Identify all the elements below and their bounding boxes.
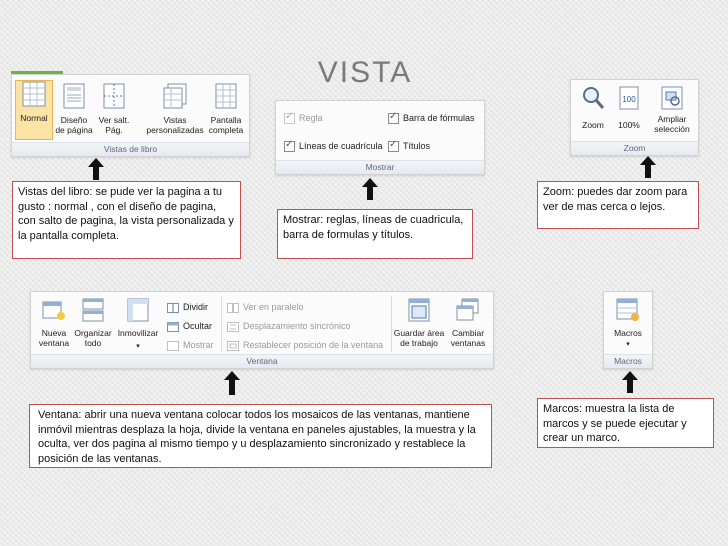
full-screen-icon bbox=[215, 83, 237, 109]
new-window-icon bbox=[42, 298, 66, 322]
arrow-up-icon bbox=[88, 158, 104, 180]
hide-button[interactable] bbox=[167, 321, 212, 332]
switch-windows-icon bbox=[456, 298, 480, 322]
macros-button[interactable] bbox=[606, 298, 650, 350]
zoom-100-button[interactable] bbox=[613, 86, 645, 130]
save-workspace-icon bbox=[408, 298, 430, 322]
zoom-selection-icon bbox=[661, 86, 683, 110]
arrange-all-button[interactable] bbox=[73, 298, 113, 348]
arrow-up-icon bbox=[224, 371, 240, 395]
svg-text:100: 100 bbox=[622, 95, 636, 104]
page-layout-label: Diseño de página bbox=[55, 115, 93, 135]
zoom-selection-label: Ampliar selección bbox=[654, 114, 690, 134]
page-break-label: Ver salt. Pág. bbox=[98, 115, 130, 135]
freeze-panes-icon bbox=[127, 298, 149, 322]
unhide-label: Mostrar bbox=[183, 340, 214, 350]
normal-label: Normal bbox=[20, 113, 48, 123]
unhide-icon bbox=[167, 341, 179, 351]
page-break-icon bbox=[103, 83, 125, 109]
chevron-down-icon: ▾ bbox=[626, 341, 630, 348]
arrange-all-icon bbox=[82, 298, 104, 322]
ribbon-mostrar bbox=[275, 100, 485, 175]
hide-label: Ocultar bbox=[183, 321, 213, 331]
split-icon bbox=[167, 303, 179, 313]
gridlines-label: Líneas de cuadrícula bbox=[299, 141, 383, 151]
new-window-label: Nueva ventana bbox=[38, 328, 70, 348]
zoom-description: Zoom: puedes dar zoom para ver de mas cerca o lejos. bbox=[537, 181, 699, 229]
sync-scroll-label: Desplazamiento sincrónico bbox=[243, 321, 351, 331]
custom-views-label: Vistas personalizadas bbox=[146, 115, 204, 135]
full-screen-button[interactable] bbox=[205, 83, 247, 135]
custom-views-icon bbox=[163, 83, 187, 109]
mostrar-group-label: Mostrar bbox=[276, 160, 484, 174]
page-layout-button[interactable] bbox=[55, 83, 93, 135]
save-workspace-label: Guardar área de trabajo bbox=[393, 328, 445, 348]
side-by-side-label: Ver en paralelo bbox=[243, 302, 304, 312]
ruler-label: Regla bbox=[299, 113, 323, 123]
gridlines-check-icon bbox=[284, 141, 295, 152]
arrow-up-icon bbox=[362, 178, 378, 200]
mostrar-description: Mostrar: reglas, líneas de cuadricula, barra de formulas y títulos. bbox=[277, 209, 473, 259]
vistas-description: Vistas del libro: se pude ver la pagina a tu gusto : normal , con el diseño de pagina, con salto de pagina, la vista personalizada y la pantalla completa. bbox=[12, 181, 241, 259]
ventana-group-label: Ventana bbox=[31, 354, 493, 368]
switch-windows-button[interactable] bbox=[445, 298, 491, 348]
headings-label: Títulos bbox=[403, 141, 431, 151]
ventana-description: Ventana: abrir una nueva ventana colocar todos los mosaicos de las ventanas, mantiene inmóvil mientras desplaza la hoja, divide la ventana en paneles ajustables, la muestra y la oculta, ver dos pagina al mismo tiempo y u desplazamiento sincronizado y restablece la posición de las ventanas. bbox=[29, 404, 492, 468]
zoom-100-icon bbox=[619, 86, 639, 110]
headings-checkbox[interactable] bbox=[388, 141, 430, 152]
unhide-button[interactable] bbox=[167, 340, 214, 351]
page-layout-icon bbox=[63, 83, 85, 109]
zoom-100-label: 100% bbox=[618, 120, 640, 130]
normal-view-icon bbox=[22, 81, 46, 107]
arrow-up-icon bbox=[622, 371, 638, 393]
ruler-checkbox[interactable] bbox=[284, 113, 323, 124]
macros-description: Marcos: muestra la lista de marcos y se puede ejecutar y crear un marco. bbox=[537, 398, 714, 448]
ribbon-ventana bbox=[30, 291, 494, 369]
freeze-panes-label: Inmovilizar bbox=[117, 328, 159, 338]
split-label: Dividir bbox=[183, 302, 209, 312]
vistas-group-label: Vistas de libro bbox=[12, 142, 249, 156]
macros-group-label: Macros bbox=[604, 354, 652, 368]
new-window-button[interactable] bbox=[35, 298, 73, 348]
ribbon-zoom bbox=[570, 79, 699, 156]
hide-icon bbox=[167, 322, 179, 332]
chevron-down-icon: ▾ bbox=[136, 343, 140, 350]
side-by-side-icon bbox=[227, 303, 239, 313]
zoom-button[interactable] bbox=[575, 86, 611, 130]
formula-bar-checkbox[interactable] bbox=[388, 113, 475, 124]
page-break-preview-button[interactable] bbox=[94, 83, 134, 135]
custom-views-button[interactable] bbox=[144, 83, 206, 135]
ruler-check-icon bbox=[284, 113, 295, 124]
view-side-by-side-button[interactable] bbox=[227, 302, 304, 313]
ribbon-macros bbox=[603, 291, 653, 369]
arrow-up-icon bbox=[640, 156, 656, 178]
formula-bar-label: Barra de fórmulas bbox=[403, 113, 475, 123]
reset-position-button[interactable] bbox=[227, 340, 383, 351]
gridlines-checkbox[interactable] bbox=[284, 141, 383, 152]
sync-scrolling-button[interactable] bbox=[227, 321, 351, 332]
normal-view-button[interactable] bbox=[15, 80, 53, 140]
switch-windows-label: Cambiar ventanas bbox=[450, 328, 486, 348]
reset-position-icon bbox=[227, 341, 239, 351]
zoom-label: Zoom bbox=[582, 120, 604, 130]
full-screen-label: Pantalla completa bbox=[208, 115, 244, 135]
formula-bar-check-icon bbox=[388, 113, 399, 124]
arrange-all-label: Organizar todo bbox=[74, 328, 112, 348]
sync-scroll-icon bbox=[227, 322, 239, 332]
zoom-selection-button[interactable] bbox=[649, 86, 695, 134]
macros-label: Macros bbox=[614, 328, 642, 338]
save-workspace-button[interactable] bbox=[393, 298, 445, 348]
magnifier-icon bbox=[582, 86, 604, 110]
zoom-group-label: Zoom bbox=[571, 141, 698, 155]
macros-icon bbox=[616, 298, 640, 322]
headings-check-icon bbox=[388, 141, 399, 152]
reset-position-label: Restablecer posición de la ventana bbox=[243, 340, 384, 350]
page-title: VISTA bbox=[317, 56, 413, 89]
freeze-panes-button[interactable] bbox=[113, 298, 163, 352]
split-button[interactable] bbox=[167, 302, 208, 313]
ribbon-vistas-de-libro bbox=[11, 74, 250, 157]
